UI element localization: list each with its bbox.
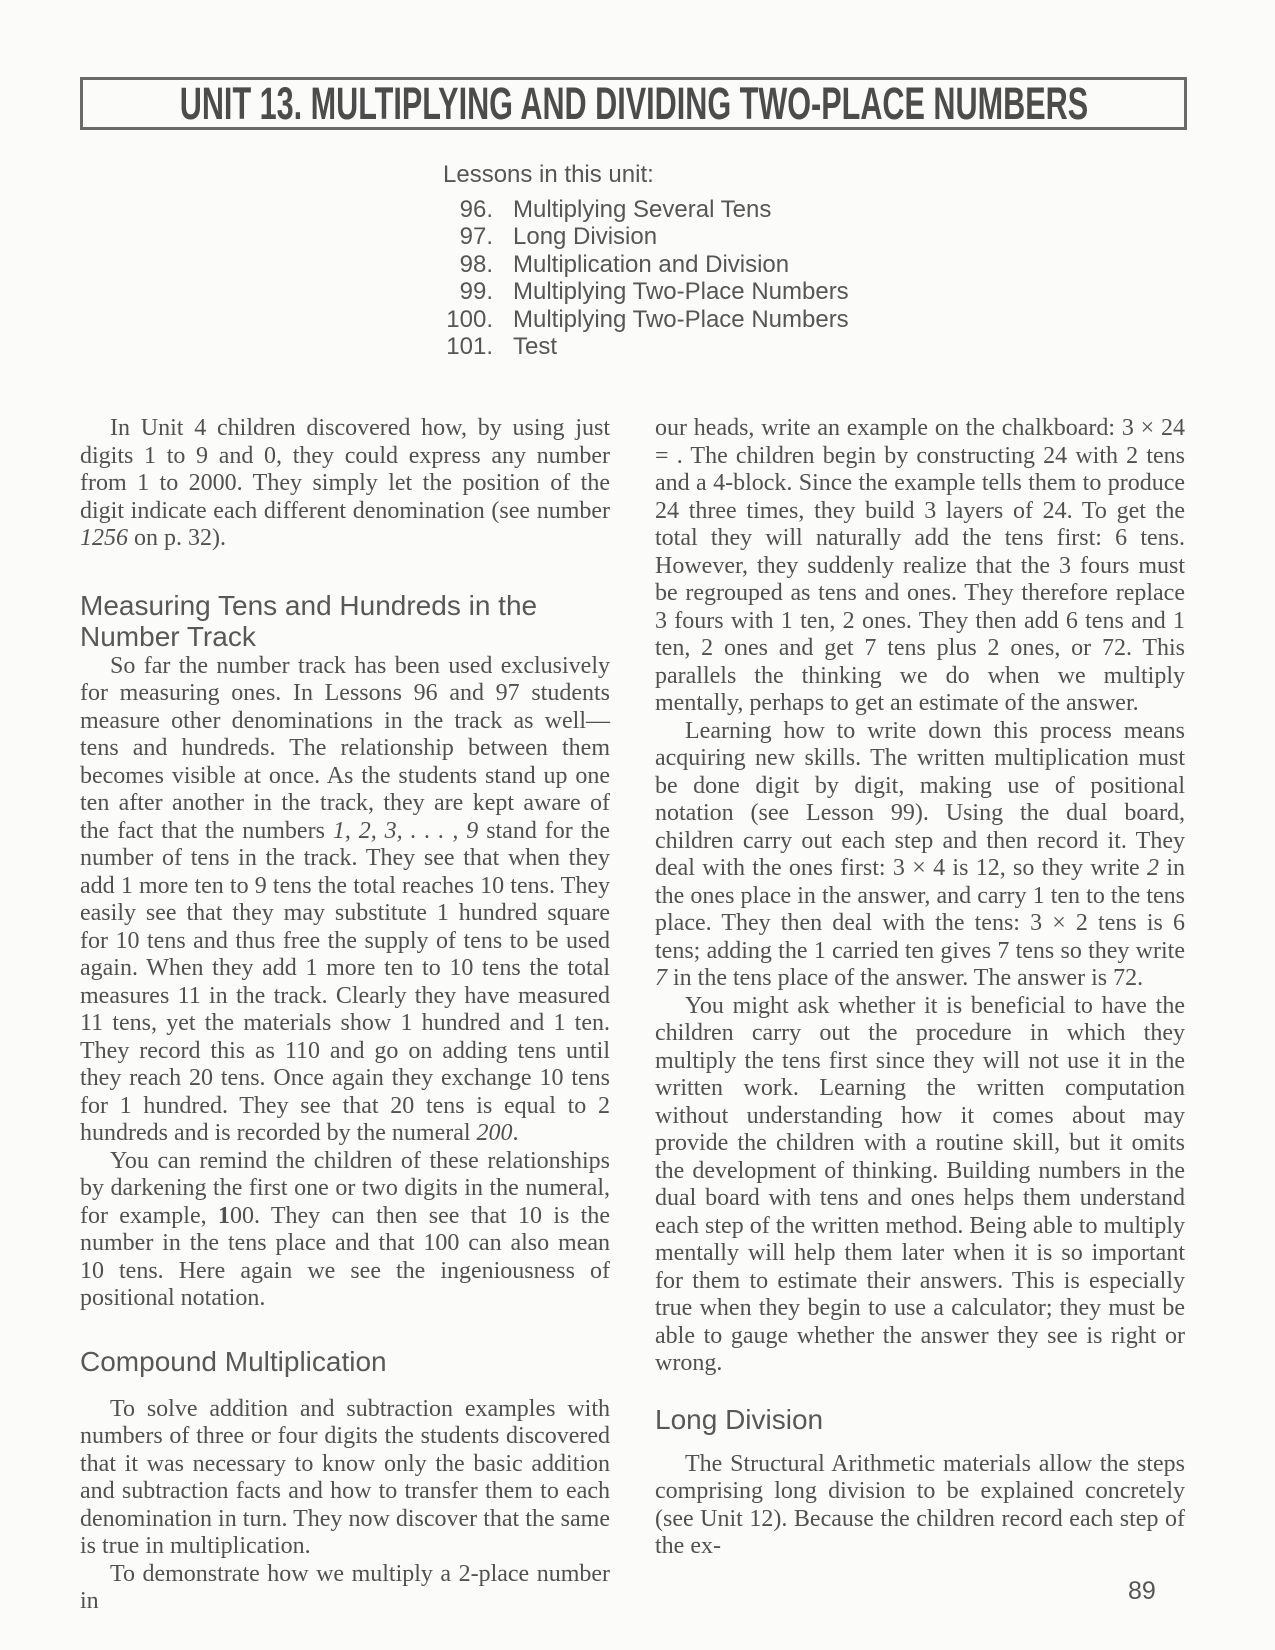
section-heading-long-division: Long Division	[655, 1403, 824, 1435]
lesson-number: 96.	[459, 195, 493, 223]
paragraph-writing-process: Learning how to write down this process means acquiring new skills. The written multiplication must be done digit by digit, making use of positional notation (see Lesson 99). Using the dual board, children carry out each step and then record it. They deal with the ones first: 3 × 4 is 12, so they write 2 in the ones place in the answer, and carry 1 ten to the tens place. They then deal with the tens: 3 × 2 tens is 6 tens; adding the 1 carried ten gives 7 tens so they write 7 in the tens place of the answer. The answer is 72.	[655, 717, 1186, 991]
unit-title: UNIT 13. MULTIPLYING AND DIVIDING TWO-PLACE NUMBERS	[179, 77, 1088, 129]
unit-title-box	[80, 77, 1187, 130]
section-heading-measuring-tens: Measuring Tens and Hundreds in the Number Track	[80, 589, 538, 652]
lesson-number: 100.	[446, 305, 493, 333]
paragraph-intro: In Unit 4 children discovered how, by using just digits 1 to 9 and 0, they could express any number from 1 to 2000. They simply let the position of the digit indicate each different denomination (see number 1256 on p. 32).	[80, 415, 610, 551]
lesson-item	[443, 223, 849, 251]
left-column	[80, 415, 610, 1616]
lesson-label: Multiplication and Division	[513, 250, 790, 278]
page-number: 89	[1128, 1577, 1156, 1605]
paragraph-remind-children: You can remind the children of these relationships by darkening the first one or two digits in the numeral, for example, 100. They can then see that 10 is the number in the tens place and that 100 can also mean 10 tens. Here again we see the ingeniousness of positional notation.	[80, 1147, 611, 1311]
lesson-label: Test	[513, 333, 558, 360]
lesson-label: Multiplying Several Tens	[513, 195, 772, 223]
lesson-item	[443, 251, 849, 279]
paragraph-chalkboard: our heads, write an example on the chalkboard: 3 × 24 = . The children begin by constructing 24 with 2 tens and a 4-block. Since the example tells them to produce 24 three times, they build 3 layers of 24. To get the total they will naturally add the tens first: 6 tens. However, they suddenly realize that the 3 fours must be regrouped as tens and ones. They therefore replace 3 fours with 1 ten, 2 ones. They then add 6 tens and 1 ten, 2 ones and get 7 tens plus 2 ones, or 72. This parallels the thinking we do when we multiply mentally, perhaps to get an estimate of the answer.	[655, 415, 1185, 716]
lesson-item	[443, 196, 849, 224]
paragraph-beneficial: You might ask whether it is beneficial to have the children carry out the procedure in which they multiply the tens first since they will not use it in the written work. Learning the written computation without understanding how it comes about may provide the children with a routine skill, but it omits the development of thinking. Building numbers in the dual board with tens and ones helps them understand each step of the written method. Being able to multiply mentally will help them later when it is so important for them to estimate their answers. This is especially true when they begin to use a calculator; they must be able to gauge whether the answer they see is right or wrong.	[655, 992, 1185, 1376]
paragraph-compound: To solve addition and subtraction examples with numbers of three or four digits the students discovered that it was necessary to know only the basic addition and subtraction facts and how to transfer them to each denomination in turn. They now discover that the same is true in multiplication.	[80, 1395, 610, 1559]
right-column	[655, 415, 1185, 1561]
lesson-item	[443, 333, 849, 361]
lesson-number: 101.	[446, 333, 493, 360]
lesson-label: Multiplying Two-Place Numbers	[513, 278, 849, 305]
lesson-item	[443, 278, 849, 306]
lesson-label: Long Division	[513, 223, 658, 250]
lesson-number: 99.	[459, 278, 493, 305]
paragraph-demonstrate: To demonstrate how we multiply a 2-place number in	[80, 1560, 610, 1614]
lessons-header: Lessons in this unit:	[443, 161, 654, 188]
lesson-label: Multiplying Two-Place Numbers	[513, 305, 849, 333]
section-heading-compound-multiplication: Compound Multiplication	[80, 1345, 387, 1377]
paragraph-number-track: So far the number track has been used exclusively for measuring ones. In Lessons 96 and 97 students measure other denominations in the track as well—tens and hundreds. The relationship between them becomes visible at once. As the students stand up one ten after another in the track, they are kept aware of the fact that the numbers 1, 2, 3, . . . , 9 stand for the number of tens in the track. They see that when they add 1 more ten to 9 tens the total reaches 10 tens. They easily see that they may substitute 1 hundred square for 10 tens and thus free the supply of tens to be used again. When they add 1 more ten to 10 tens the total measures 11 in the track. Clearly they have measured 11 tens, yet the materials show 1 hundred and 1 ten. They record this as 110 and go on adding tens until they reach 20 tens. Once again they exchange 10 tens for 1 hundred. They see that 20 tens is equal to 2 hundreds and is recorded by the numeral 200.	[80, 652, 611, 1146]
paragraph-structural-arithmetic: The Structural Arithmetic materials allow the steps comprising long division to be explained concretely (see Unit 12). Because the children record each step of the ex-	[655, 1450, 1185, 1559]
lessons-list	[443, 161, 849, 361]
lesson-item	[443, 306, 849, 334]
lesson-number: 97.	[459, 223, 493, 250]
lesson-number: 98.	[459, 250, 493, 278]
